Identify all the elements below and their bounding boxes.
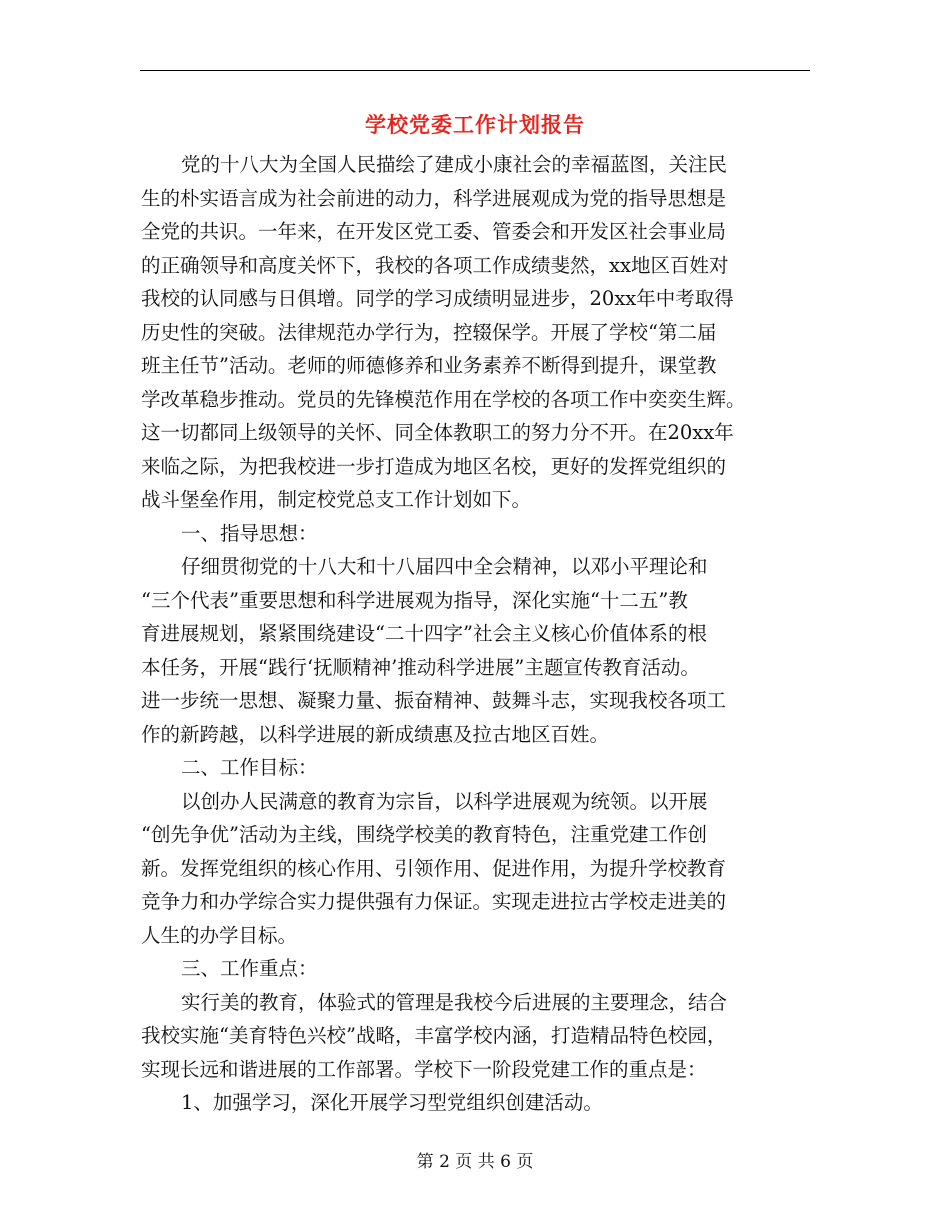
section-heading: 二、工作目标： <box>181 756 318 779</box>
body-line: 我校的认同感与日俱增。同学的学习成绩明显进步，20xx年中考取得 <box>141 287 734 310</box>
body-line: 全党的共识。一年来，在开发区党工委、管委会和开发区社会事业局 <box>141 220 727 243</box>
body-line: 的正确领导和高度关怀下，我校的各项工作成绩斐然，xx地区百姓对 <box>141 253 729 277</box>
body-line: 战斗堡垒作用，制定校党总支工作计划如下。 <box>141 488 532 511</box>
body-line: 新。发挥党组织的核心作用、引领作用、促进作用，为提升学校教育 <box>141 856 727 880</box>
body-line: 实现长远和谐进展的工作部署。学校下一阶段党建工作的重点是： <box>141 1057 707 1081</box>
body-line: 进一步统一思想、凝聚力量、振奋精神、鼓舞斗志，实现我校各项工 <box>141 689 727 712</box>
document-body <box>141 148 813 1120</box>
body-line: 学改革稳步推动。党员的先锋模范作用在学校的各项工作中奕奕生辉。 <box>141 387 746 411</box>
body-line: 党的十八大为全国人民描绘了建成小康社会的幸福蓝图，关注民 <box>181 153 728 176</box>
body-line: 历史性的突破。法律规范办学行为，控辍保学。开展了学校“第二届 <box>141 320 717 344</box>
body-line: 仔细贯彻党的十八大和十八届四中全会精神，以邓小平理论和 <box>181 555 708 578</box>
body-line: 来临之际，为把我校进一步打造成为地区名校，更好的发挥党组织的 <box>141 454 727 478</box>
body-line: 育进展规划，紧紧围绕建设“二十四字”社会主义核心价值体系的根 <box>141 622 707 645</box>
page-footer: 第 2 页 共 6 页 <box>416 1152 534 1172</box>
body-line: 以创办人民满意的教育为宗旨，以科学进展观为统领。以开展 <box>181 789 708 813</box>
body-line: 人生的办学目标。 <box>141 923 298 947</box>
header-rule <box>140 70 810 71</box>
body-line: “三个代表”重要思想和科学进展观为指导，深化实施“十二五”教 <box>141 588 688 612</box>
section-heading: 三、工作重点： <box>181 957 318 980</box>
list-item: 1、加强学习，深化开展学习型党组织创建活动。 <box>181 1091 603 1114</box>
body-line: 班主任节”活动。老师的师德修养和业务素养不断得到提升，课堂教 <box>141 354 717 377</box>
body-line: 生的朴实语言成为社会前进的动力，科学进展观成为党的指导思想是 <box>141 186 727 210</box>
body-line: 本任务，开展“践行‘抚顺精神’推动科学进展”主题宣传教育活动。 <box>141 655 700 679</box>
body-line: “创先争优”活动为主线，围绕学校美的教育特色，注重党建工作创 <box>141 823 707 846</box>
body-line: 实行美的教育，体验式的管理是我校今后进展的主要理念，结合 <box>181 990 728 1014</box>
body-line: 这一切都同上级领导的关怀、同全体教职工的努力分不开。在20xx年 <box>141 421 734 444</box>
document-title: 学校党委工作计划报告 <box>365 112 585 137</box>
body-line: 我校实施“美育特色兴校”战略，丰富学校内涵，打造精品特色校园， <box>141 1024 727 1047</box>
body-line: 作的新跨越，以科学进展的新成绩惠及拉古地区百姓。 <box>141 722 610 746</box>
body-line: 竞争力和办学综合实力提供强有力保证。实现走进拉古学校走进美的 <box>141 890 727 913</box>
section-heading: 一、指导思想： <box>181 521 318 545</box>
